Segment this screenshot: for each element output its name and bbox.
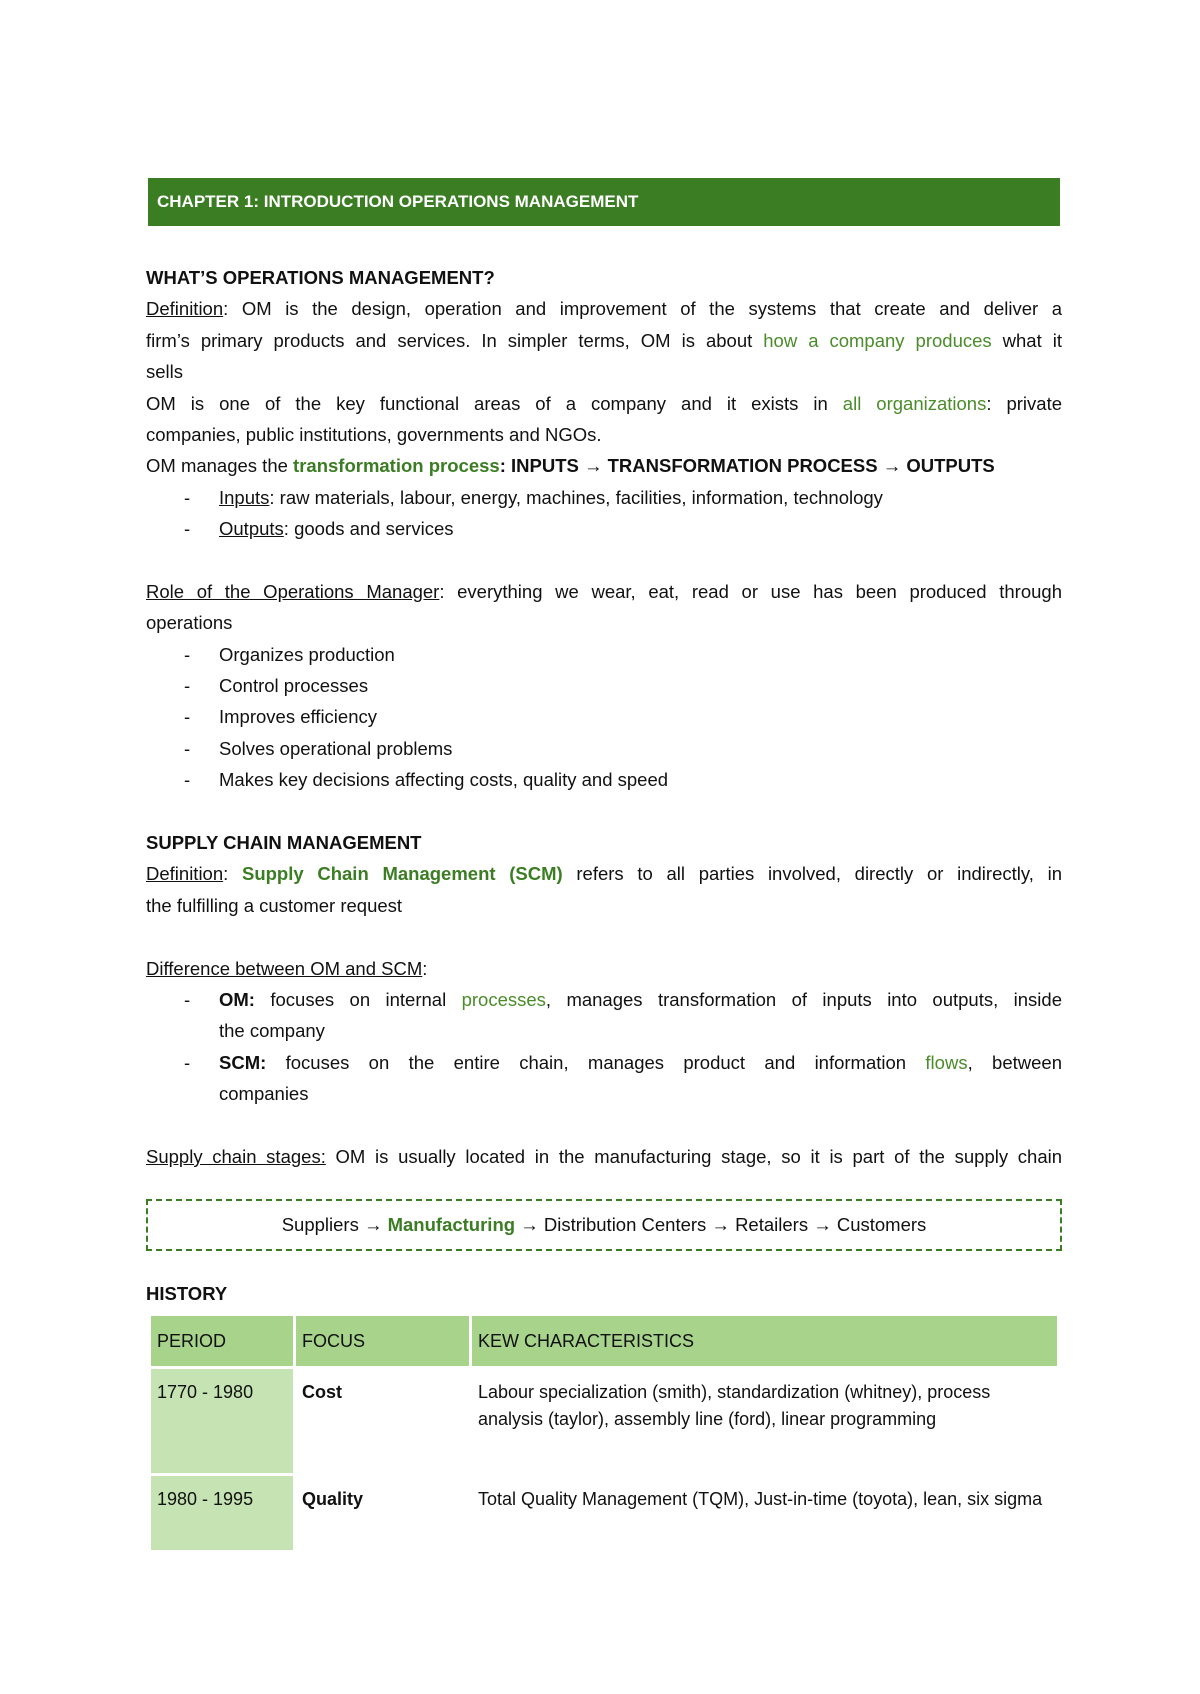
- section-heading-history: HISTORY: [146, 1283, 228, 1304]
- focus-cell: Cost: [296, 1369, 469, 1476]
- table-row: [151, 1369, 1057, 1476]
- list-item-scm-cont: companies: [219, 1083, 309, 1105]
- table-row: [151, 1476, 1057, 1550]
- document-body: [146, 262, 1062, 1172]
- list-item-om: - OM: focuses on internal processes, manages transformation of inputs into outputs, inside: [184, 988, 1062, 1010]
- chapter-banner: [148, 178, 1060, 226]
- list-item-inputs: - Inputs: raw materials, labour, energy, machines, facilities, information, technology: [184, 486, 883, 508]
- section-heading-om: WHAT’S OPERATIONS MANAGEMENT?: [146, 267, 495, 288]
- characteristics-cell: Labour specialization (smith), standardization (whitney), process analysis (taylor), assembly line (ford), linear programming: [472, 1369, 1057, 1476]
- role-line1: Role of the Operations Manager: everything we wear, eat, read or use has been produced through: [146, 580, 1062, 602]
- list-item: - Organizes production: [184, 643, 395, 665]
- section-heading-scm: SUPPLY CHAIN MANAGEMENT: [146, 832, 422, 854]
- highlight-text: processes: [461, 988, 546, 1010]
- highlight-text: how a company produces: [763, 329, 992, 351]
- om-manages-line: OM manages the transformation process: INPUTS → TRANSFORMATION PROCESS → OUTPUTS: [146, 455, 995, 477]
- highlight-text: transformation process: [293, 455, 500, 477]
- characteristics-cell: Total Quality Management (TQM), Just-in-time (toyota), lean, six sigma: [478, 1489, 1043, 1509]
- om-definition-line1: Definition: OM is the design, operation and improvement of the systems that create and deliver a: [146, 298, 1062, 320]
- supply-chain-flow-box: Suppliers → Manufacturing → Distribution Centers → Retailers → Customers: [146, 1199, 1062, 1251]
- period-cell: 1770 - 1980: [151, 1369, 293, 1476]
- scm-definition-line2: the fulfilling a customer request: [146, 894, 403, 916]
- scm-definition-line1: Definition: Supply Chain Management (SCM) refers to all parties involved, directly or indirectly, in: [146, 863, 1062, 885]
- list-item: - Makes key decisions affecting costs, quality and speed: [184, 769, 669, 791]
- difference-label-line: Difference between OM and SCM:: [146, 957, 428, 979]
- om-definition-line2: firm’s primary products and services. In simpler terms, OM is about how a company produces what it: [146, 329, 1062, 351]
- stages-line: Supply chain stages: OM is usually located in the manufacturing stage, so it is part of the supply chain: [146, 1145, 1063, 1167]
- list-item-outputs: - Outputs: goods and services: [184, 518, 454, 540]
- list-item-scm: - SCM: focuses on the entire chain, manages product and information flows, between: [184, 1051, 1062, 1073]
- period-cell: 1980 - 1995: [151, 1476, 293, 1550]
- highlight-text: flows: [925, 1051, 968, 1073]
- list-item-om-cont: the company: [219, 1020, 325, 1042]
- om-areas-line1: OM is one of the key functional areas of a company and it exists in all organizations: private: [146, 392, 1062, 414]
- column-header: FOCUS: [296, 1316, 469, 1369]
- om-definition-line3: sells: [146, 361, 184, 383]
- history-table: [148, 1316, 1060, 1550]
- list-item: - Solves operational problems: [184, 737, 453, 759]
- chapter-title: CHAPTER 1: INTRODUCTION OPERATIONS MANAGEMENT: [157, 192, 639, 211]
- column-header: KEW CHARACTERISTICS: [472, 1316, 1057, 1369]
- highlight-text: Manufacturing: [387, 1214, 516, 1235]
- role-label: Role of the Operations Manager: [146, 580, 440, 602]
- definition-label: Definition: [146, 298, 224, 320]
- list-item: - Control processes: [184, 675, 369, 697]
- role-line2: operations: [146, 612, 233, 634]
- highlight-text: Supply Chain Management (SCM): [241, 863, 563, 885]
- column-header: PERIOD: [151, 1316, 293, 1369]
- focus-cell: Quality: [302, 1489, 364, 1509]
- table-header-row: [151, 1316, 1057, 1369]
- list-item: - Improves efficiency: [184, 706, 377, 728]
- highlight-text: all organizations: [842, 392, 987, 414]
- om-areas-line2: companies, public institutions, governments and NGOs.: [146, 423, 602, 445]
